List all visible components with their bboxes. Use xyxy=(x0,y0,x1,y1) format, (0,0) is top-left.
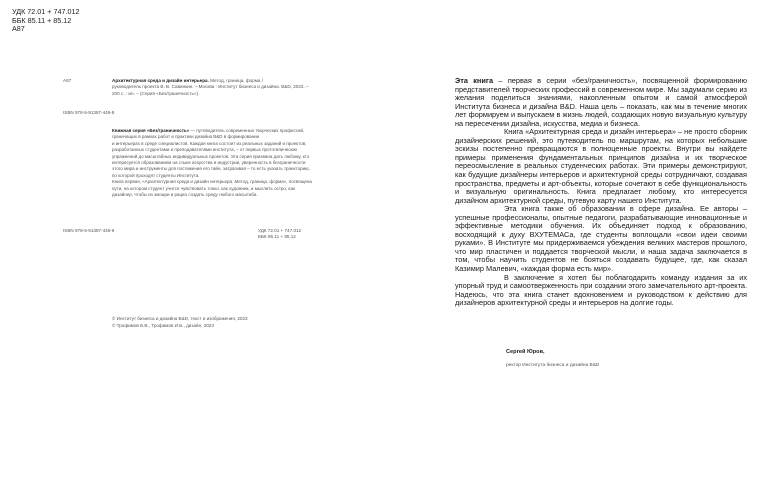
paragraph: Книга «Архитектурная среда и дизайн интерьера» – не просто сборник дизайнерских решений, это путеводитель по маршрутам, на которых небольшие эскизы постепенно превращаются в полноценные проекты. Внутри вы найдете примеры применения фундаментальных принципов дизайна и их творческое переосмысление в реальных студенческих работах. Эти примеры демонстрируют, как будущие дизайнеры интерьеров и архитектурной среды сотрудничают, создавая пространства, предметы и арт-объекты, которые сочетают в себе функциональность и визуальную оригинальность. Книга предлагает любому, кто интересуется дизайном архитектурной среды, путевую карту нашего Института. xyxy=(455,127,747,205)
copyright-line: © Трофимов Б.В., Трофимов И.Б., дизайн, 2023 xyxy=(112,322,214,328)
bbk-code: ББК 85.11 + 85.12 xyxy=(12,15,72,25)
biblio-author-mark: А87 xyxy=(63,78,72,83)
signer-role: ректор Института бизнеса и дизайна B&D xyxy=(506,363,600,368)
series-line: — путеводитель современных творческих профессий, xyxy=(189,128,305,133)
classification-bottom xyxy=(258,228,301,241)
biblio-line2: руководитель проекта В. В. Савинкин. – Москва : Институт бизнеса и дизайна. B&D, 2023. – xyxy=(112,84,309,90)
author-mark: А87 xyxy=(12,24,25,34)
paragraph: В заключение я хотел бы поблагодарить команду издания за их упорный труд и самоотверженность при создании этого замечательного арт-проекта. Надеюсь, что эта книга станет вдохновением и руководством к действию для дизайнеров архитектурной среды и интерьеров на долгие годы. xyxy=(455,272,747,308)
isbn-bottom: ISBN 978-5-91387-446-9 xyxy=(63,228,115,233)
classification-header xyxy=(12,8,79,34)
foreword-text xyxy=(455,77,747,308)
biblio-description xyxy=(112,78,352,97)
series-line: интересуется образованием на стыке искусства и индустрии, уверенность в безграничности xyxy=(112,160,306,166)
series-title: Книжная серия «Без/граничность» xyxy=(112,128,190,133)
isbn-top: ISBN 978-5-91387-446-9 xyxy=(63,110,115,115)
series-line: Книга первая, «Архитектурная среда и дизайн интерьера. Метод, граница, форма», посвящена xyxy=(112,179,312,185)
udk-code-bottom: УДК 72.01 + 747.012 xyxy=(258,228,302,233)
series-line: пути, на котором студент учится чувствовать тонко, как художник, и мыслить остро, как xyxy=(112,185,295,191)
paragraph: Эта книга также об образовании в сфере дизайна. Ее авторы – успешные профессионалы, опытные педагоги, разрабатывающие инновационные и эффективные методики обучения. Их объединяет подход к образованию, восходящий к духу ВХУТЕМАСа, где студенты воплощали «свои идеи своими руками». В Институте мы придерживаемся убеждения великих мастеров прошлого, что мир пластичен и поддается творческой мысли, и наша задача заключается в том, чтобы научить студентов не бояться создавать будущее, где, как сказал Казимир Малевич, «каждая форма есть мир». xyxy=(455,204,747,274)
paragraph-text: – первая в серии «без/граничность», посвященной формированию представителей творческих профессий в современном мире. Мы задумали серию из желания поделиться знаниями, накопленным опытом и самой атмосферой Института бизнеса и дизайна B&D. Наша цель – показать, как мы в течение многих лет формируем и выпускаем в жизнь людей, создающих новую визуальную культуру на пересечении дизайна, искусства, медиа и бизнеса. xyxy=(455,76,747,128)
series-line: граничащих в рамках работ и практики дизайна B&D в формировании xyxy=(112,134,260,140)
series-line: по которой проходят студенты Института. xyxy=(112,172,200,178)
series-line: и интерьерах в среде специалистов. Каждая книга состоит из реальных заданий и проектов, xyxy=(112,140,307,146)
series-line: этого мира и инструменты для постижения его тайн, затрагивая – то есть указать траекторию, xyxy=(112,166,310,172)
udk-code: УДК 72.01 + 747.012 xyxy=(12,7,80,16)
series-line: дизайнер, чтобы из эмоции и рацио создать среду любого масштаба. xyxy=(112,192,258,198)
copyright-line: © Институт бизнеса и дизайна B&D, текст и изображения, 2023 xyxy=(112,316,248,321)
biblio-title: Архитектурная среда и дизайн интерьера. xyxy=(112,78,209,83)
series-description xyxy=(112,128,357,198)
series-line: разработанных студентами и преподавателями института, – от первых прототипических xyxy=(112,147,298,153)
bbk-code-bottom: ББК 85.11 + 85.12 xyxy=(258,234,296,240)
biblio-line3: 200 с. : ил. – (Серия «Без/граничность»). xyxy=(112,90,200,96)
series-line: упражнений до масштабных индивидуальных проектов. Эта серия призвана дать любому, кто xyxy=(112,153,310,159)
paragraph xyxy=(455,77,747,128)
lead-bold: Эта книга xyxy=(455,76,494,85)
copyright-block xyxy=(112,316,248,329)
signer-name: Сергей Юров, xyxy=(506,349,545,355)
biblio-line1: Метод, граница, форма / xyxy=(208,78,263,83)
